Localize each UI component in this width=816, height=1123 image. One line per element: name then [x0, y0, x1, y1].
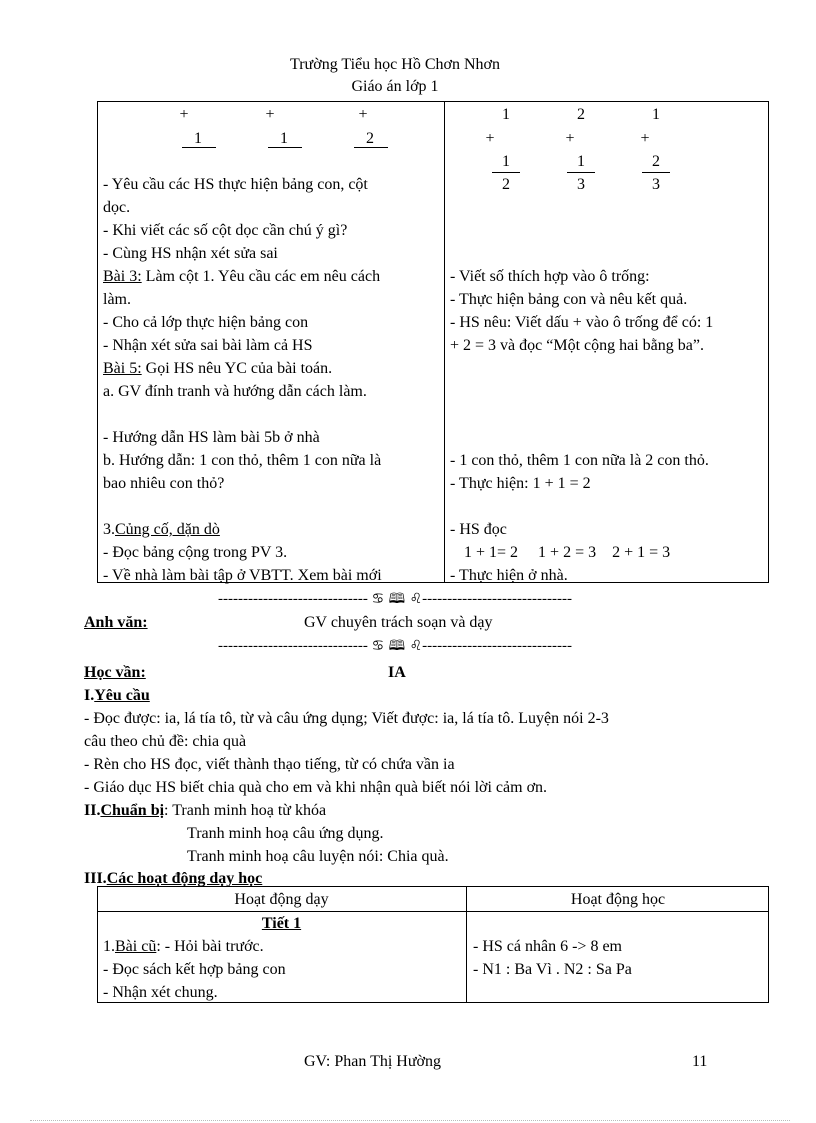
math-operand: 1 [502, 153, 510, 170]
section-heading-requirements [84, 685, 150, 707]
student-activity-line: - HS đọc [450, 521, 507, 538]
requirement-line: câu theo chủ đề: chia quà [84, 733, 247, 750]
separator-dashes: ------------------------------ [218, 591, 368, 607]
math-operand: 1 [194, 130, 202, 147]
math-operand: 2 [577, 106, 585, 123]
teacher-activity-line: - Nhận xét sửa sai bài làm cả HS [103, 337, 313, 354]
math-result-line [268, 147, 302, 148]
item-label: Bài cũ [115, 938, 157, 955]
requirement-line: - Rèn cho HS đọc, viết thành thạo tiếng, từ có chứa vần ia [84, 756, 455, 773]
math-result-line [642, 172, 670, 173]
teacher-activity-line: làm. [103, 291, 131, 308]
requirement-line: - Đọc được: ia, lá tía tô, từ và câu ứng dụng; Viết được: ia, lá tía tô. Luyện nói 2-3 [84, 710, 609, 727]
section-title: Củng cố, dặn dò [115, 521, 220, 538]
teacher-activity-line [103, 358, 332, 380]
page-number: 11 [692, 1053, 708, 1070]
school-name: Trường Tiểu học Hồ Chơn Nhơn [290, 56, 500, 73]
section-title: Yêu cầu [94, 687, 150, 704]
separator-dashes: ------------------------------ [218, 638, 368, 654]
math-plus-sign: + [265, 106, 275, 123]
column-header-teaching: Hoạt động dạy [234, 891, 329, 908]
student-activity-line: - N1 : Ba Vì . N2 : Sa Pa [473, 961, 632, 978]
math-plus-sign: + [640, 130, 650, 147]
math-operand: 1 [280, 130, 288, 147]
section-number: I. [84, 687, 95, 704]
requirement-line: - Giáo dục HS biết chia quà cho em và khi nhận quà biết nói lời cảm ơn. [84, 779, 548, 796]
math-result-line [492, 172, 520, 173]
page-edge-divider [30, 1120, 790, 1121]
preparation-item: Tranh minh hoạ từ khóa [172, 802, 327, 819]
teacher-activity-line: - Về nhà làm bài tập ở VBTT. Xem bài mới [103, 567, 382, 584]
preparation-item: Tranh minh hoạ câu luyện nói: Chia quà. [187, 848, 449, 865]
math-plus-sign: + [358, 106, 368, 123]
teacher-activity-line: b. Hướng dẫn: 1 con thỏ, thêm 1 con nữa là [103, 452, 382, 469]
student-activity-line: - Thực hiện ở nhà. [450, 567, 568, 584]
student-activity-line: - Viết số thích hợp vào ô trống: [450, 268, 650, 285]
teacher-activity-line: - Đọc sách kết hợp bảng con [103, 961, 286, 978]
ornament-icon: ♋ 🕮 ♌ [371, 638, 423, 654]
math-plus-sign: + [485, 130, 495, 147]
math-result: 3 [652, 176, 660, 193]
student-activity-line: - 1 con thỏ, thêm 1 con nữa là 2 con thỏ. [450, 452, 709, 469]
teacher-activity-line: - Cho cả lớp thực hiện bảng con [103, 314, 309, 331]
teacher-activity-line: - Cùng HS nhận xét sửa sai [103, 245, 278, 262]
section-number: II. [84, 802, 101, 819]
teacher-activity-line [103, 266, 380, 288]
teacher-activity-line [103, 936, 264, 958]
student-activity-line: 1 + 1= 2 1 + 2 = 3 2 + 1 = 3 [464, 544, 671, 561]
student-activity-line: - HS cá nhân 6 -> 8 em [473, 938, 622, 955]
preparation-item: Tranh minh hoạ câu ứng dụng. [187, 825, 384, 842]
lesson-title: IA [388, 664, 406, 681]
separator-dashes: ------------------------------ [422, 591, 572, 607]
section-title: Các hoạt động dạy học [106, 870, 263, 887]
student-activity-line: - Thực hiện: 1 + 1 = 2 [450, 475, 591, 492]
period-heading: Tiết 1 [261, 915, 302, 932]
math-operand: 2 [366, 130, 374, 147]
subject-note: GV chuyên trách soạn và dạy [304, 614, 493, 631]
section-heading [103, 519, 220, 541]
student-activity-line: - HS nêu: Viết dấu + vào ô trống để có: 1 [450, 314, 714, 331]
teacher-activity-line: - Yêu cầu các HS thực hiện bảng con, cột [103, 176, 368, 193]
section-separator [172, 589, 618, 609]
math-result: 3 [577, 176, 585, 193]
footer-teacher: GV: Phan Thị Hường [304, 1053, 441, 1070]
math-result-line [354, 147, 388, 148]
math-operand: 2 [652, 153, 660, 170]
bai5-label: Bài 5: [103, 360, 142, 377]
teacher-activity-line: - Hướng dẫn HS làm bài 5b ở nhà [103, 429, 320, 446]
item-number: 1. [103, 938, 115, 955]
section-title: Chuẩn bị [100, 802, 165, 819]
math-plus-sign: + [565, 130, 575, 147]
student-activity-line: - Thực hiện bảng con và nêu kết quả. [450, 291, 688, 308]
table-header-divider [97, 911, 769, 912]
subject-label-phonics: Học vần: [84, 664, 146, 681]
ornament-icon: ♋ 🕮 ♌ [371, 591, 423, 607]
math-result-line [182, 147, 216, 148]
teacher-activity-line: - Đọc bảng cộng trong PV 3. [103, 544, 288, 561]
teacher-activity-line: dọc. [103, 199, 131, 216]
teacher-activity-line: - Khi viết các số cột dọc cần chú ý gì? [103, 222, 348, 239]
bai3-label: Bài 3: [103, 268, 142, 285]
math-result: 2 [502, 176, 510, 193]
column-header-learning: Hoạt động học [570, 891, 666, 908]
section-number: III. [84, 870, 107, 887]
section-separator [172, 636, 618, 656]
section-heading-preparation [84, 800, 326, 822]
item-text: : - Hỏi bài trước. [156, 938, 264, 955]
math-result-line [567, 172, 595, 173]
math-operand: 1 [652, 106, 660, 123]
teacher-activity-line: bao nhiêu con thỏ? [103, 475, 225, 492]
document-subtitle: Giáo án lớp 1 [351, 78, 439, 95]
subject-label-english: Anh văn: [84, 614, 148, 631]
bai5-text: Gọi HS nêu YC của bài toán. [145, 360, 333, 377]
teacher-activity-line: - Nhận xét chung. [103, 984, 218, 1001]
math-plus-sign: + [179, 106, 189, 123]
section-number: 3. [103, 521, 115, 538]
student-activity-line: + 2 = 3 và đọc “Một cộng hai bằng ba”. [450, 337, 704, 354]
section-colon: : [164, 802, 169, 819]
bai3-text: Làm cột 1. Yêu cầu các em nêu cách [145, 268, 381, 285]
teacher-activity-line: a. GV đính tranh và hướng dẫn cách làm. [103, 383, 367, 400]
separator-dashes: ------------------------------ [422, 638, 572, 654]
table-column-divider [444, 101, 445, 583]
math-operand: 1 [502, 106, 510, 123]
math-operand: 1 [577, 153, 585, 170]
